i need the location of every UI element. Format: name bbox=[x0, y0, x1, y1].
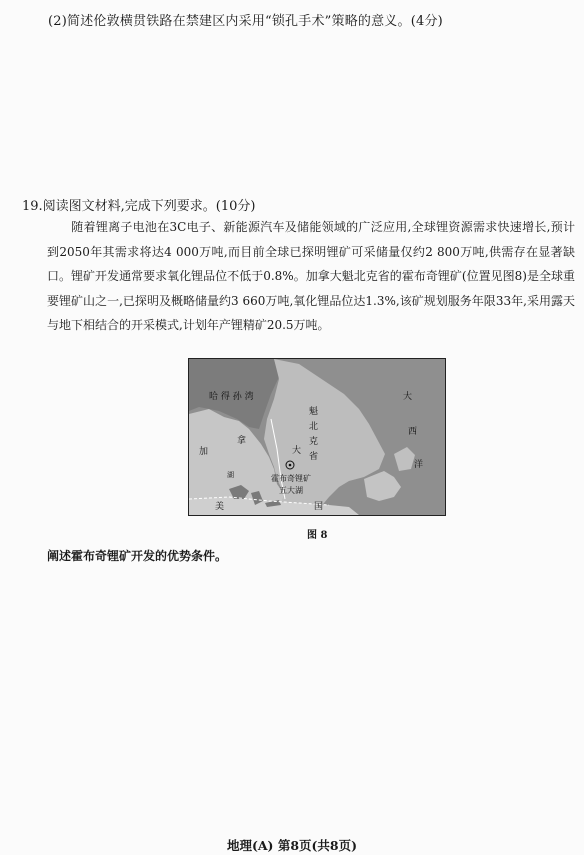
map-svg bbox=[189, 359, 445, 515]
label-canada-mid: 拿 bbox=[237, 436, 247, 446]
label-quebec-3: 克 bbox=[309, 437, 319, 447]
material-text: 随着锂离子电池在3C电子、新能源汽车及储能领域的广泛应用,全球锂资源需求快速增长,预计到2050年其需求将达4 000万吨,而目前全球已探明锂矿可采储量仅约2 800万吨,供需存在显著缺口。锂矿开发通常要求氧化锂品位不低于0.8%。加拿大魁北克省的霍布奇锂矿(位置见图8)是全球重要锂矿山之一,已探明及概略储量约3 660万吨,氧化锂品位达1.3%,该矿规划服务年限33年,采用露天与地下相结合的开采模式,计划年产锂精矿20.5万吨。 bbox=[47, 220, 575, 332]
page-footer: 地理(A) 第8页(共8页) bbox=[226, 838, 358, 853]
question-19-prompt: 阐述霍布奇锂矿开发的优势条件。 bbox=[47, 549, 228, 563]
label-atlantic-2: 西 bbox=[408, 427, 418, 437]
figure-caption: 图 8 bbox=[307, 530, 328, 541]
figure-8-map bbox=[188, 358, 446, 516]
label-great-lakes: 五大湖 bbox=[279, 486, 303, 495]
label-mine: 霍布奇锂矿 bbox=[271, 474, 311, 483]
mine-marker-dot bbox=[289, 464, 292, 467]
label-quebec-1: 魁 bbox=[309, 407, 319, 417]
label-atlantic-3: 洋 bbox=[414, 460, 424, 470]
question-18-sub2: (2)简述伦敦横贯铁路在禁建区内采用“锁孔手术”策略的意义。(4分) bbox=[48, 14, 443, 29]
label-lake: 湖 bbox=[227, 471, 234, 479]
label-quebec-2: 北 bbox=[309, 422, 319, 432]
label-country: 国 bbox=[314, 502, 324, 512]
label-quebec-4: 省 bbox=[309, 452, 319, 462]
label-canada-big: 大 bbox=[292, 446, 302, 456]
question-19-material bbox=[47, 215, 575, 338]
label-usa: 美 bbox=[215, 502, 225, 512]
question-19-title: 19.阅读图文材料,完成下列要求。(10分) bbox=[22, 199, 256, 214]
label-hudson-bay: 哈 得 孙 湾 bbox=[209, 392, 254, 402]
label-atlantic-1: 大 bbox=[403, 392, 413, 402]
label-canada-left: 加 bbox=[199, 447, 209, 457]
